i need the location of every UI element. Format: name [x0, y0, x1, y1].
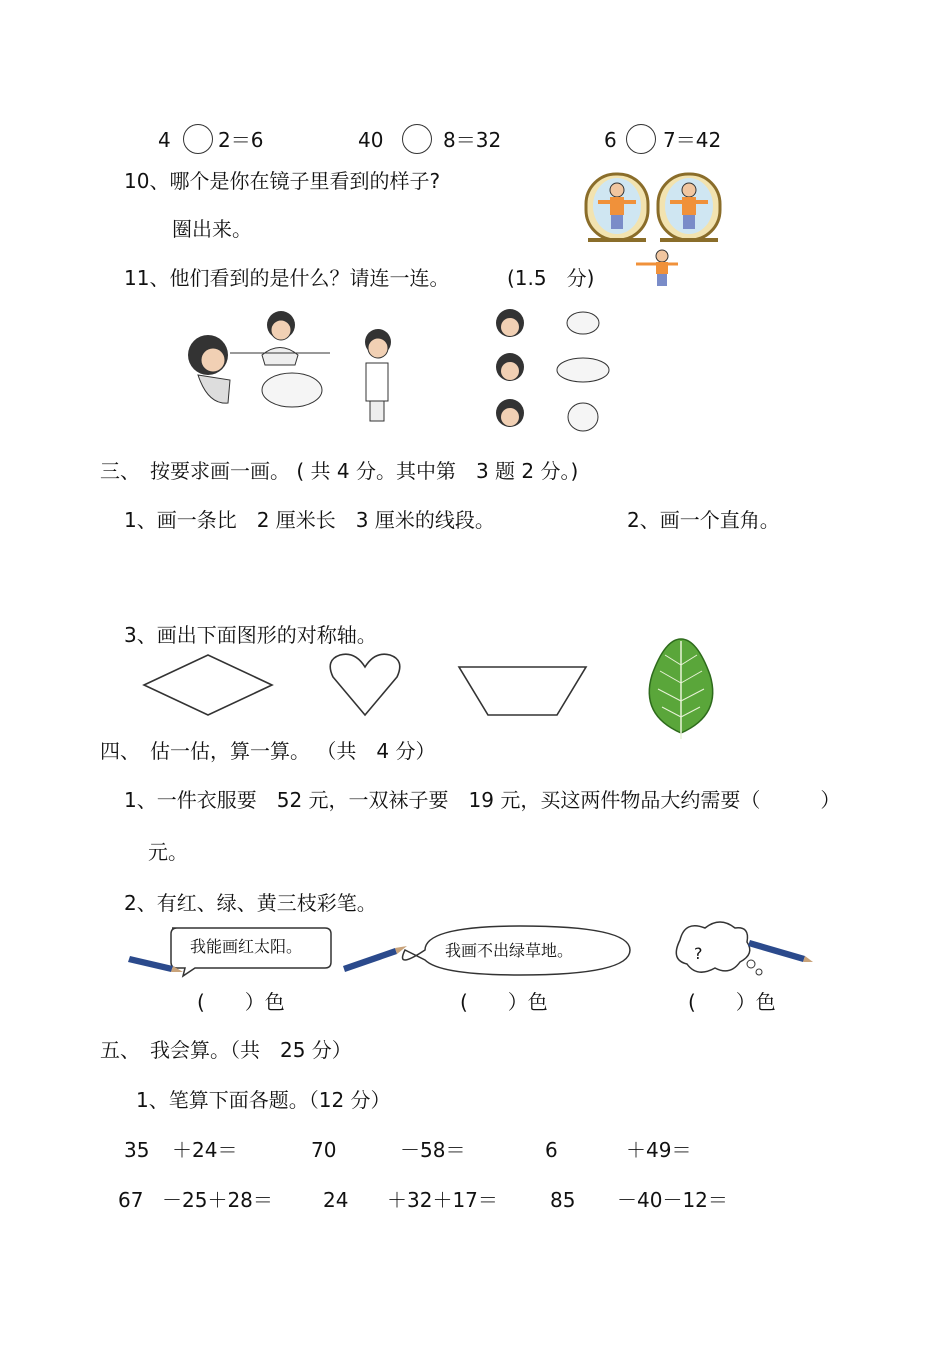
mirror-illustration: [584, 170, 734, 290]
q10-instruction: 圈出来。: [172, 217, 252, 241]
section4-q1-line1: 1、一件衣服要 52 元，一双袜子要 19 元，买这两件物品大约需要（ ）: [124, 788, 841, 812]
q9b-left: 40: [358, 128, 384, 152]
calc-4a: 67: [118, 1188, 144, 1212]
face-option-3[interactable]: [496, 399, 524, 427]
calc-3b: ＋49＝: [626, 1138, 692, 1162]
q9c-right: 7＝42: [663, 128, 722, 152]
q10-text: 10、哪个是你在镜子里看到的样子?: [124, 169, 441, 193]
color-blank-2[interactable]: ( ）色: [460, 990, 548, 1014]
calc-6a: 85: [550, 1188, 576, 1212]
q9a-right: 2＝6: [218, 128, 264, 152]
yellow-pencil-icon[interactable]: [748, 940, 813, 962]
calc-4b: －25＋28＝: [162, 1188, 273, 1212]
q9b-answer-circle[interactable]: [402, 124, 432, 154]
section3-q1: 1、画一条比 2 厘米长 3 厘米的线段。: [124, 508, 495, 532]
section5-sub: 1、笔算下面各题。（12 分）: [136, 1088, 391, 1112]
calc-3a: 6: [545, 1138, 558, 1162]
q9a-answer-circle[interactable]: [183, 124, 213, 154]
heart-shape[interactable]: [330, 654, 400, 715]
green-pencil-icon[interactable]: [343, 946, 407, 972]
q11-text: 11、他们看到的是什么？请连一连。: [124, 266, 450, 290]
calc-6b: －40－12＝: [617, 1188, 728, 1212]
mirror-right[interactable]: [658, 174, 720, 242]
calc-2a: 70: [311, 1138, 337, 1162]
mirror-left[interactable]: [586, 174, 648, 242]
q9c-answer-circle[interactable]: [626, 124, 656, 154]
bubble3-text: ?: [694, 944, 703, 963]
thought-bubble: [676, 922, 762, 975]
section4-q2: 2、有红、绿、黄三枝彩笔。: [124, 891, 377, 915]
trapezoid-shape[interactable]: [459, 667, 586, 715]
pig-view-front[interactable]: [567, 312, 599, 334]
leaf-shape[interactable]: [649, 639, 712, 739]
q9a-left: 4: [158, 128, 171, 152]
calc-1b: ＋24＝: [172, 1138, 238, 1162]
bubble2-text: 我画不出绿草地。: [445, 941, 574, 960]
section4-title: 四、 估一估，算一算。 （共 4 分）: [100, 739, 436, 763]
rhombus-shape[interactable]: [144, 655, 272, 715]
pig-view-side[interactable]: [557, 358, 609, 382]
q9b-right: 8＝32: [443, 128, 502, 152]
calc-5b: ＋32＋17＝: [387, 1188, 498, 1212]
viewpoints-matching-illustration: [488, 305, 628, 437]
face-option-2[interactable]: [496, 353, 524, 381]
pig-view-back[interactable]: [568, 403, 598, 431]
face-option-1[interactable]: [496, 309, 524, 337]
section4-q1-line2: 元。: [148, 840, 188, 864]
section3-q3: 3、画出下面图形的对称轴。: [124, 623, 377, 647]
section3-q2: 2、画一个直角。: [627, 508, 780, 532]
child-figure: [636, 250, 678, 286]
color-blank-3[interactable]: ( ）色: [688, 990, 776, 1014]
calc-2b: －58＝: [400, 1138, 466, 1162]
section3-title: 三、 按要求画一画。 ( 共 4 分。其中第 3 题 2 分。): [100, 459, 579, 483]
calc-5a: 24: [323, 1188, 349, 1212]
q9c-left: 6: [604, 128, 617, 152]
q11-score: (1.5 分): [507, 266, 595, 290]
calc-1a: 35: [124, 1138, 150, 1162]
section5-title: 五、 我会算。（共 25 分）: [100, 1038, 352, 1062]
color-blank-1[interactable]: ( ）色: [197, 990, 285, 1014]
children-viewing-pig-illustration: [180, 305, 400, 430]
symmetry-shapes: [140, 645, 730, 740]
bubble1-text: 我能画红太阳。: [190, 937, 303, 956]
